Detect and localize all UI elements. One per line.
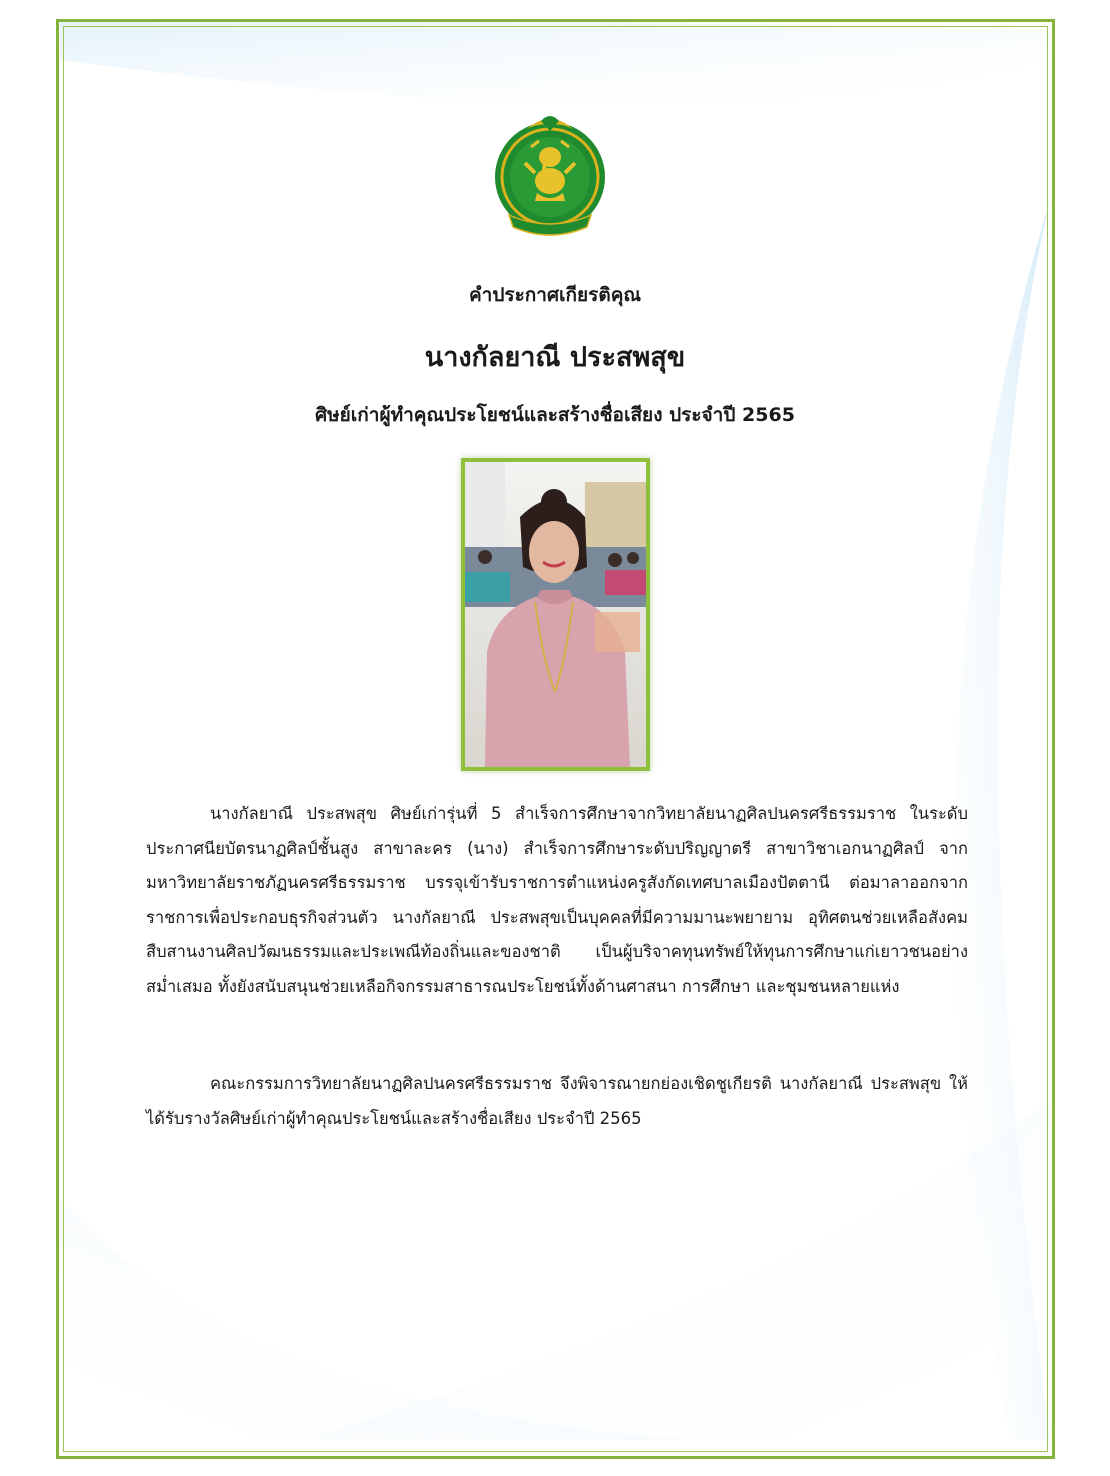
resolution-paragraph: คณะกรรมการวิทยาลัยนาฏศิลปนครศรีธรรมราช จึงพิจารณายกย่องเชิดชูเกียรติ นางกัลยาณี ประสพสุข ให้ได้รับรางวัลศิษย์เก่าผู้ทำคุณประโยชน์และสร้างชื่อเสียง ประจำปี 2565 bbox=[146, 1074, 968, 1128]
biography-paragraph: นางกัลยาณี ประสพสุข ศิษย์เก่ารุ่นที่ 5 สำเร็จการศึกษาจากวิทยาลัยนาฏศิลปนครศรีธรรมราช ในระดับประกาศนียบัตรนาฏศิลป์ชั้นสูง สาขาละคร (นาง) สำเร็จการศึกษาระดับปริญญาตรี สาขาวิชาเอกนาฏศิลป์ จากมหาวิทยาลัยราชภัฏนครศรีธรรมราช บรรจุเข้ารับราชการตำแหน่งครูสังกัดเทศบาลเมืองปัตตานี ต่อมาลาออกจากราชการเพื่อประกอบธุรกิจส่วนตัว นางกัลยาณี ประสพสุขเป็นบุคคลที่มีความมานะพยายาม อุทิศตนช่วยเหลือสังคม สืบสานงานศิลปวัฒนธรรมและประเพณีท้องถิ่นและของชาติ เป็นผู้บริจาคทุนทรัพย์ให้ทุนการศึกษาแก่เยาวชนอย่างสม่ำเสมอ ทั้งยังสนับสนุนช่วยเหลือกิจกรรมสาธารณประโยชน์ทั้งด้านศาสนา การศึกษา และชุมชนหลายแห่ง bbox=[146, 804, 968, 996]
certificate-title: คำประกาศเกียรติคุณ bbox=[468, 284, 642, 306]
honoree-photo bbox=[461, 458, 650, 771]
honoree-name: นางกัลยาณี ประสพสุข bbox=[424, 342, 686, 373]
ganesha-emblem-icon bbox=[487, 111, 613, 237]
award-title: ศิษย์เก่าผู้ทำคุณประโยชน์และสร้างชื่อเสียง ประจำปี 2565 bbox=[315, 404, 795, 426]
